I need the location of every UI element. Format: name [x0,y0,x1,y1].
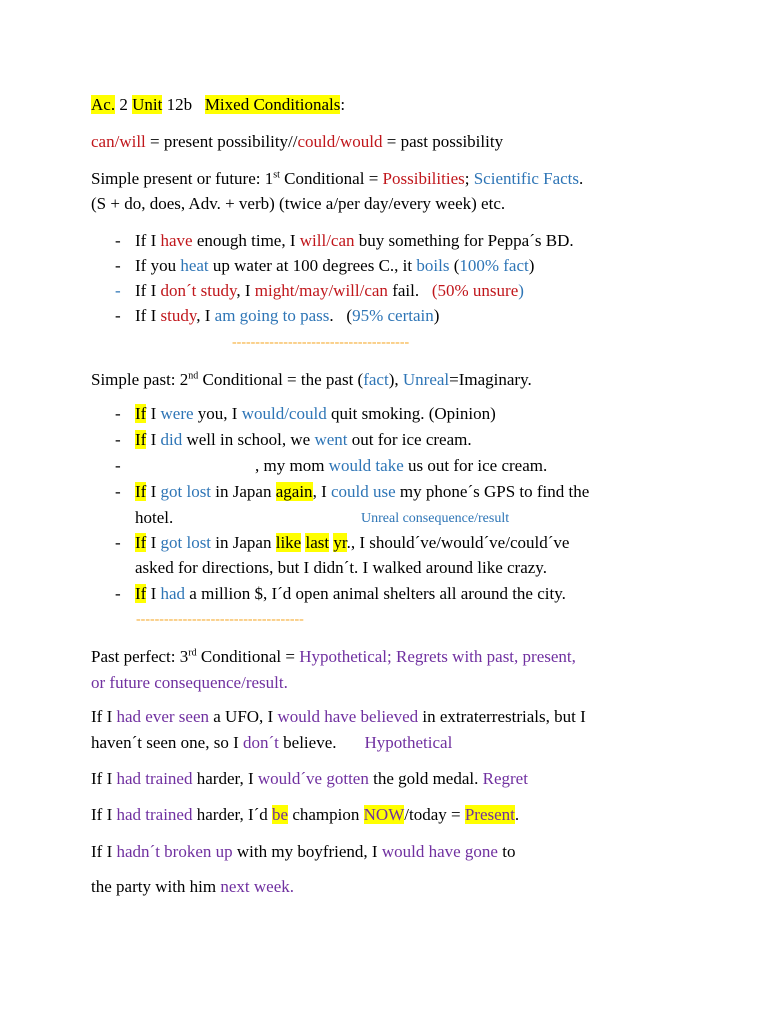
first-conditional-heading [91,168,583,190]
title-topic: Mixed Conditionals [204,95,341,114]
next-week: next week. [220,877,295,896]
text: ) [433,306,440,325]
fifty-percent-unsure: (50% unsure [431,281,519,300]
example-paragraph [91,706,586,728]
text: If I [135,231,161,250]
regret-label: Regret [482,769,528,788]
list-item [115,255,534,277]
text: harder, I [192,769,258,788]
second-intro-b: Conditional = the past ( [198,370,364,389]
verb-boils: boils [416,256,450,275]
text: us out for ice cream. [403,456,548,475]
text: . [514,805,520,824]
text: If I [91,769,117,788]
if-highlight: If [135,533,147,552]
verb-have: have [160,231,193,250]
modal-would-could: would/could [241,404,327,423]
wouldve-gotten: would´ve gotten [257,769,369,788]
text: If I [91,842,117,861]
if-highlight: If [135,404,147,423]
verb-got-lost: got lost [160,482,212,501]
text: buy something for Peppa´s BD. [354,231,574,250]
yr-highlight: yr [333,533,347,552]
first-intro-a: Simple present or future: 1 [91,169,274,188]
list-item [115,403,496,425]
list-item [115,305,439,327]
text: If you [135,256,181,275]
first-semi: ; [464,169,474,188]
text: quit smoking. (Opinion) [326,404,496,423]
text: , I [196,306,215,325]
first-intro-b: Conditional = [279,169,383,188]
going-to-pass: am going to pass [214,306,330,325]
text: ) [518,281,524,300]
verb-study: study [160,306,197,325]
hundred-percent-fact: 100% fact [459,256,529,275]
text: harder, I´d [192,805,273,824]
list-item [115,481,589,503]
unreal-consequence-note: Unreal consequence/result [361,511,510,526]
example-paragraph [91,841,515,863]
text: ) [528,256,535,275]
text: up water at 100 degrees C., it [208,256,417,275]
first-conditional-structure: (S + do, does, Adv. + verb) (twice a/per day/every week) etc. [91,194,506,213]
verb-were: were [160,404,194,423]
example-paragraph-cont [91,732,452,754]
title-num: 2 [115,95,133,114]
verb-had: had [160,584,186,603]
if-highlight: If [135,584,147,603]
present-highlight: Present [464,805,515,824]
had-ever-seen: had ever seen [116,707,209,726]
text: . ( [329,306,353,325]
page-title [91,94,345,116]
list-item-continuation: asked for directions, but I didn´t. I walked around like crazy. [135,558,547,577]
third-conditional-heading-cont: or future consequence/result. [91,673,288,692]
list-item [115,280,524,302]
hadnt-broken-up: hadn´t broken up [116,842,233,861]
verb-went: went [314,430,348,449]
verb-heat: heat [180,256,209,275]
text: a million $, I´d open animal shelters all around the city. [185,584,566,603]
section-divider: ------------------------------------ [136,612,304,627]
unreal: Unreal [402,370,450,389]
text: /today = [404,805,465,824]
modal-could-use: could use [330,482,396,501]
title-ac: Ac. [91,95,116,114]
first-dot: . [579,169,584,188]
second-intro-d: =Imaginary. [449,370,532,389]
text: , my mom [255,456,329,475]
bullet-dash: - [115,281,121,300]
possibilities: Possibilities [382,169,465,188]
last-highlight: last [305,533,330,552]
list-item [115,455,547,477]
third-conditional-heading [91,646,576,668]
third-intro-b: Conditional = [196,647,300,666]
second-intro-a: Simple past: 2 [91,370,189,389]
fact: fact [363,370,389,389]
title-code: 12b [162,95,205,114]
text: well in school, we [182,430,315,449]
example-paragraph [91,804,519,826]
could-would: could/would [297,132,383,151]
bullet-dash: - [115,231,121,250]
text: If I [135,306,161,325]
example-paragraph [91,768,528,790]
text: to [497,842,516,861]
text: in Japan [211,482,276,501]
text: my phone´s GPS to find the [395,482,590,501]
list-item [115,532,569,554]
second-intro-c: ), [388,370,403,389]
second-intro-sup: nd [188,370,199,382]
if-highlight: If [135,430,147,449]
text: I [146,584,161,603]
if-highlight: If [135,482,147,501]
text: with my boyfriend, I [232,842,382,861]
list-item [115,583,566,605]
possibility-line [91,131,503,153]
bullet-dash: - [115,256,121,275]
text: believe. [278,733,337,752]
text: out for ice cream. [347,430,472,449]
third-intro-sup: rd [188,647,197,659]
text: champion [288,805,364,824]
bullet-dash: - [115,533,121,552]
dont: don´t [243,733,279,752]
had-trained: had trained [116,769,193,788]
text: , I [312,482,331,501]
bullet-dash: - [115,482,121,501]
text: I [146,533,161,552]
text: in Japan [211,533,276,552]
ninety-five-certain: 95% certain [352,306,434,325]
title-colon: : [340,95,346,114]
text: If I [91,805,117,824]
be-highlight: be [272,805,289,824]
verb-got-lost: got lost [160,533,212,552]
past-possibility: = past possibility [382,132,504,151]
second-conditional-heading [91,369,532,391]
text: I [146,482,161,501]
text: enough time, I [192,231,300,250]
text: ( [449,256,460,275]
now-highlight: NOW [363,805,405,824]
bullet-dash: - [115,456,121,475]
list-item-continuation: hotel. [135,508,174,527]
text: the gold medal. [368,769,483,788]
text: ., I should´ve/would´ve/could´ve [346,533,570,552]
text: in extraterrestrials, but I [418,707,586,726]
example-paragraph-cont [91,876,294,898]
bullet-dash: - [115,404,121,423]
hypothetical-label: Hypothetical [364,733,453,752]
title-unit: Unit [132,95,163,114]
bullet-dash: - [115,306,121,325]
present-possibility: = present possibility// [145,132,298,151]
modal-will-can: will/can [299,231,355,250]
verb-did: did [160,430,183,449]
hypothetical-regrets: Hypothetical; Regrets with past, present, [299,647,576,666]
list-item [115,429,472,451]
like-highlight: like [275,533,302,552]
had-trained: had trained [116,805,193,824]
third-intro-a: Past perfect: 3 [91,647,189,666]
bullet-dash: - [115,584,121,603]
text: I [146,430,161,449]
bullet-dash: - [115,430,121,449]
text: , I [236,281,255,300]
modal-might: might/may/will/can [254,281,388,300]
text: a UFO, I [209,707,278,726]
again-highlight: again [275,482,313,501]
text: If I [91,707,117,726]
text: If I [135,281,161,300]
modal-would-take: would take [328,456,404,475]
text: haven´t seen one, so I [91,733,244,752]
verb-dont-study: don´t study [160,281,237,300]
text: fail. [387,281,432,300]
would-have-believed: would have believed [277,707,419,726]
would-have-gone: would have gone [381,842,498,861]
section-divider: -------------------------------------- [232,335,410,350]
scientific-facts: Scientific Facts [473,169,579,188]
list-item [115,230,574,252]
first-intro-sup: st [273,169,280,181]
text: I [146,404,161,423]
text: the party with him [91,877,221,896]
can-will: can/will [91,132,146,151]
text: you, I [193,404,242,423]
